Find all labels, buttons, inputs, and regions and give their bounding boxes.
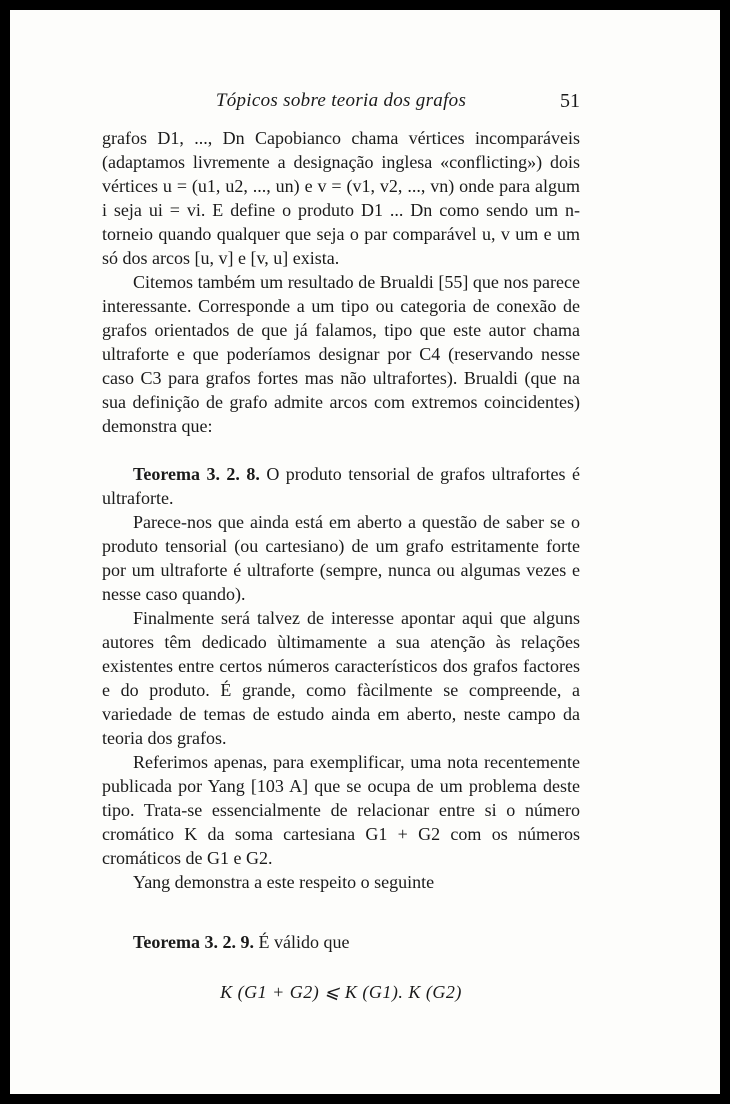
theorem-3-2-9 <box>102 930 580 954</box>
paragraph-1: grafos D1, ..., Dn Capobianco chama vértices incomparáveis (adaptamos livremente a designação inglesa «conflicting») dois vértices u = (u1, u2, ..., un) e v = (v1, v2, ..., vn) onde para algum i seja ui = vi. E define o produto D1 ... Dn como sendo um n-torneio quando qualquer que seja o par comparável u, v um e um só dos arcos [u, v] e [v, u] exista. <box>102 128 580 268</box>
theorem-text: É válido que <box>258 932 350 952</box>
page-number: 51 <box>560 90 580 112</box>
theorem-text: O produto tensorial de grafos ultrafortes é ultraforte. <box>102 464 581 508</box>
paragraph-6: Yang demonstra a este respeito o seguinte <box>133 872 435 892</box>
paragraph-2: Citemos também um resultado de Brualdi [55] que nos parece interessante. Corresponde a um tipo ou categoria de conexão de grafos orientados de que já falamos, tipo que este autor chama ultraforte e que poderíamos designar por C4 (reservando nesse caso C3 para grafos fortes mas não ultrafortes). Brualdi (que na sua definição de grafo admite arcos com extremos coincidentes) demonstra que: <box>102 272 580 436</box>
page-body <box>102 126 580 1004</box>
formula: K (G1 + G2) ⩽ K (G1). K (G2) <box>220 982 462 1002</box>
running-title: Tópicos sobre teoria dos grafos <box>215 90 467 111</box>
spacer <box>102 438 580 462</box>
spacer <box>102 918 580 930</box>
paragraph-5: Referimos apenas, para exemplificar, uma nota recentemente publicada por Yang [103 A] que se ocupa de um problema deste tipo. Trata-se essencialmente de relacionar entre si o número cromático K da soma cartesiana G1 + G2 com os números cromáticos de G1 e G2. <box>102 752 580 868</box>
paragraph-4: Finalmente será talvez de interesse apontar aqui que alguns autores têm dedicado ùltimamente a sua atenção às relações existentes entre certos números característicos dos grafos factores e do produto. É grande, como fàcilmente se compreende, a variedade de temas de estudo ainda em aberto, neste campo da teoria dos grafos. <box>102 608 580 748</box>
book-page <box>10 10 720 1094</box>
spacer <box>102 894 580 918</box>
theorem-label: Teorema 3. 2. 8. <box>133 464 260 484</box>
theorem-3-2-8 <box>102 462 580 510</box>
paragraph-3: Parece-nos que ainda está em aberto a questão de saber se o produto tensorial (ou cartesiano) de um grafo estritamente forte por um ultraforte é ultraforte (sempre, nunca ou algumas vezes e nesse caso quando). <box>102 512 580 604</box>
theorem-label: Teorema 3. 2. 9. <box>133 932 254 952</box>
page-header <box>102 90 580 116</box>
